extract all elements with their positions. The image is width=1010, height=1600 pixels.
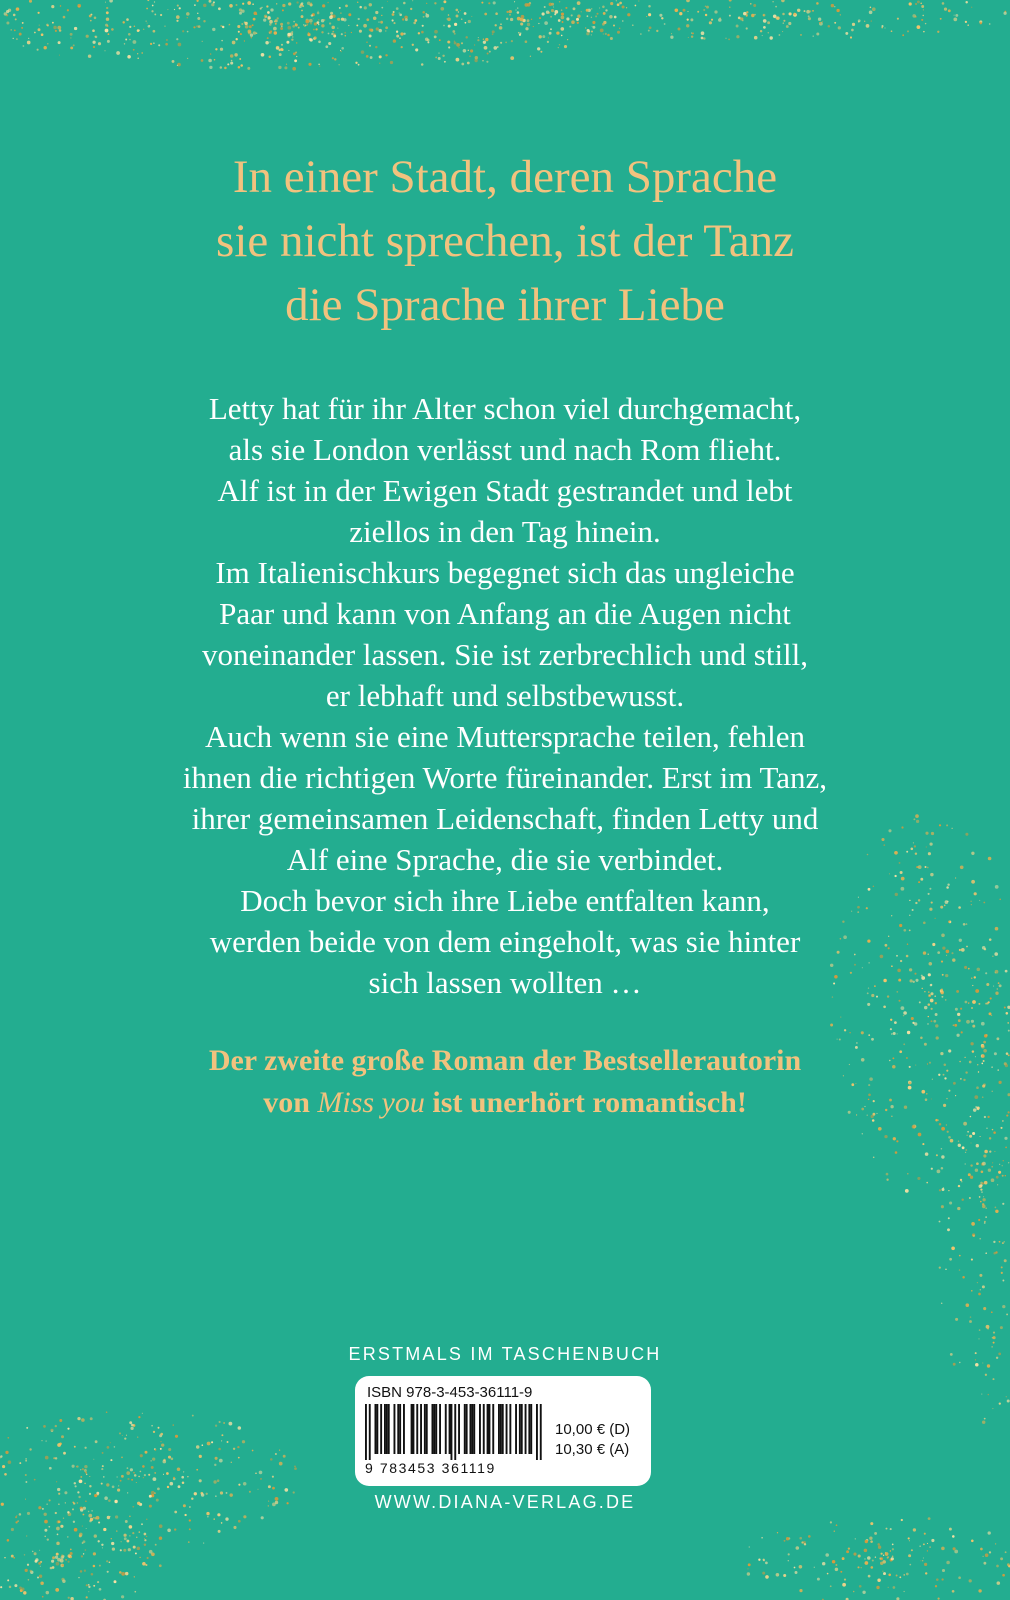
headline <box>0 145 1010 337</box>
headline-line: In einer Stadt, deren Sprache <box>232 151 778 203</box>
publisher-website: WWW.DIANA-VERLAG.DE <box>374 1492 636 1512</box>
blurb-line: Paar und kann von Anfang an die Augen nicht <box>219 596 791 631</box>
blurb-text <box>0 388 1010 1003</box>
barcode-icon <box>365 1404 547 1460</box>
tagline-line-2 <box>0 1082 1010 1124</box>
headline-line: sie nicht sprechen, ist der Tanz <box>216 215 794 267</box>
barcode-panel <box>355 1376 651 1486</box>
blurb-line: sich lassen wollten … <box>368 965 642 1000</box>
blurb-line: voneinander lassen. Sie ist zerbrechlich und still, <box>201 637 809 672</box>
blurb-line: Alf ist in der Ewigen Stadt gestrandet und lebt <box>217 473 793 508</box>
tagline-suffix: ist unerhört romantisch! <box>424 1086 747 1119</box>
blurb-line: Auch wenn sie eine Muttersprache teilen, fehlen <box>205 719 805 754</box>
price-germany: 10,00 € (D) <box>555 1421 631 1438</box>
blurb-line: werden beide von dem eingeholt, was sie hinter <box>209 924 801 959</box>
prices <box>555 1420 630 1460</box>
blurb-line: Alf eine Sprache, die sie verbindet. <box>286 842 724 877</box>
tagline-book-title: Miss you <box>317 1086 425 1119</box>
ean-digits: 9 783453 361119 <box>365 1460 496 1476</box>
tagline-prefix: von <box>263 1086 318 1119</box>
blurb-line: ziellos in den Tag hinein. <box>349 514 661 549</box>
blurb-line: als sie London verlässt und nach Rom flieht. <box>228 432 782 467</box>
blurb-line: ihrer gemeinsamen Leidenschaft, finden Letty und <box>191 801 819 836</box>
edition-label: ERSTMALS IM TASCHENBUCH <box>348 1344 662 1364</box>
tagline-line-1: Der zweite große Roman der Bestsellerautorin <box>208 1044 802 1077</box>
blurb-line: Letty hat für ihr Alter schon viel durchgemacht, <box>208 391 802 426</box>
isbn-text: ISBN 978-3-453-36111-9 <box>367 1384 533 1401</box>
blurb-line: ihnen die richtigen Worte füreinander. Erst im Tanz, <box>182 760 828 795</box>
headline-line: die Sprache ihrer Liebe <box>285 279 725 331</box>
price-austria: 10,30 € (A) <box>555 1441 630 1458</box>
blurb-line: Doch bevor sich ihre Liebe entfalten kann, <box>240 883 770 918</box>
tagline <box>0 1040 1010 1124</box>
blurb-line: Im Italienischkurs begegnet sich das ungleiche <box>215 555 795 590</box>
blurb-line: er lebhaft und selbstbewusst. <box>325 678 685 713</box>
